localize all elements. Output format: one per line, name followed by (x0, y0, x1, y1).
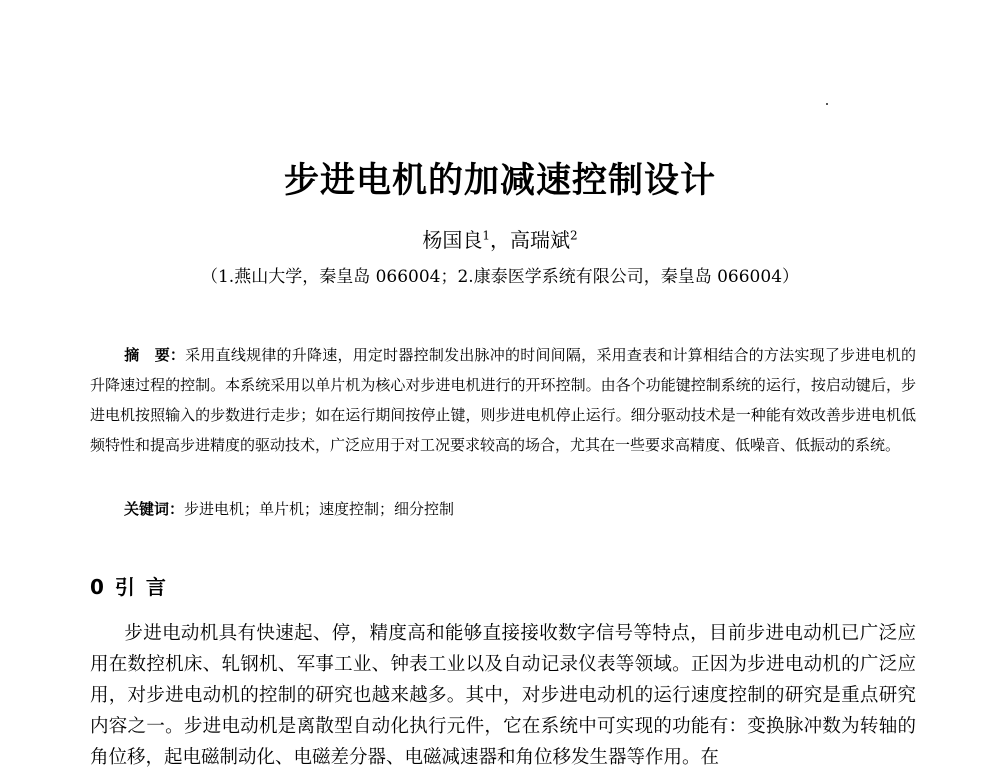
author-separator: ， (490, 228, 510, 252)
abstract (90, 340, 916, 460)
abstract-label: 摘 要： (124, 346, 186, 364)
keywords-text: 步进电机；单片机；速度控制；细分控制 (184, 500, 455, 518)
keywords (124, 495, 914, 523)
author-name: 高瑞斌 (510, 228, 570, 252)
affiliations: （1.燕山大学，秦皇岛 066004；2.康泰医学系统有限公司，秦皇岛 066004） (200, 267, 800, 287)
abstract-text: 采用直线规律的升降速，用定时器控制发出脉冲的时间间隔，采用查表和计算相结合的方法实现了步进电机的升降速过程的控制。本系统采用以单片机为核心对步进电机进行的开环控制。由各个功能键控制系统的运行，按启动键后，步进电机按照输入的步数进行走步；如在运行期间按停止键，则步进电机停止运行。细分驱动技术是一种能有效改善步进电机低频特性和提高步进精度的驱动技术，广泛应用于对工况要求较高的场合，尤其在一些要求高精度、低噪音、低振动的系统。 (90, 346, 916, 454)
body-paragraph-text: 步进电动机具有快速起、停，精度高和能够直接接收数字信号等特点，目前步进电动机已广泛应用在数控机床、轧钢机、军事工业、钟表工业以及自动记录仪表等领域。正因为步进电动机的广泛应用，对步进电动机的控制的研究也越来越多。其中，对步进电动机的运行速度控制的研究是重点研究内容之一。步进电动机是离散型自动化执行元件，它在系统中可实现的功能有：变换脉冲数为转轴的角位移，起电磁制动化、电磁差分器、电磁减速器和角位移发生器等作用。在 (90, 623, 916, 768)
author-name: 杨国良 (422, 228, 483, 252)
paper-title: 步进电机的加减速控制设计 (283, 160, 716, 201)
author-affiliation-mark: 1 (482, 228, 490, 243)
body-paragraph (90, 618, 916, 773)
keywords-label: 关键词： (124, 500, 185, 518)
author-affiliation-mark: 2 (570, 228, 578, 243)
author-line (0, 226, 1000, 254)
section-heading: 0 引 言 (90, 575, 168, 599)
scan-speck (826, 103, 828, 105)
